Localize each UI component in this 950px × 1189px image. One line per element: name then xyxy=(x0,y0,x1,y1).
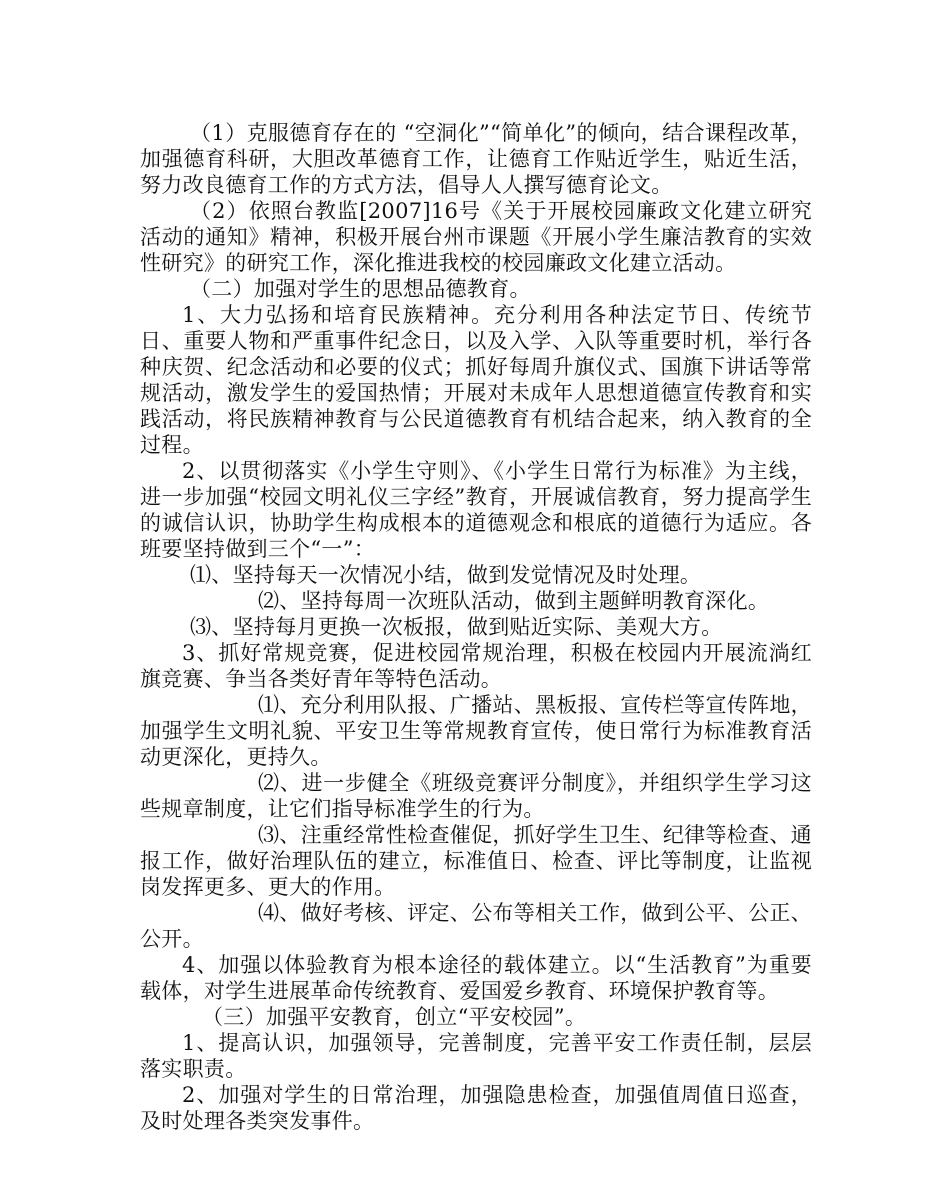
sub-item-3: ⑶、注重经常性检查催促，抓好学生卫生、纪律等检查、通报工作，做好治理队伍的建立，标准值日、检查、评比等制度，让监视岗发挥更多、更大的作用。 xyxy=(140,823,812,899)
paragraph-9: 3、抓好常规竞赛，促进校园常规治理，积极在校园内开展流淌红旗竞赛、争当各类好青年等特色活动。 xyxy=(140,641,812,691)
list-item-3: ⑶、坚持每月更换一次板报，做到贴近实际、美观大方。 xyxy=(190,615,723,639)
list-item-1: ⑴、坚持每天一次情况小结，做到发觉情况及时处理。 xyxy=(190,563,702,587)
paragraph-1: （1）克服德育存在的 “空洞化”“简单化”的倾向，结合课程改革，加强德育科研，大胆改革德育工作，让德育工作贴近学生，贴近生活，努力改良德育工作的方式方法，倡导人人撰写德育论文。 xyxy=(140,121,812,197)
section-heading-3: （三）加强平安教育，创立“平安校园”。 xyxy=(202,1005,587,1029)
sub-item-2: ⑵、进一步健全《班级竞赛评分制度》，并组织学生学习这些规章制度，让它们指导标准学生的行为。 xyxy=(140,771,812,821)
paragraph-5: 2、以贯彻落实《小学生守则》、《小学生日常行为标准》为主线，进一步加强“校园文明礼仪三字经”教育，开展诚信教育，努力提高学生的诚信认识，协助学生构成根本的道德观念和根底的道德行为适应。各班要坚持做到三个“一”： xyxy=(140,459,812,561)
document-body xyxy=(140,120,812,1134)
section-heading-2: （二）加强对学生的思想品德教育。 xyxy=(190,277,531,301)
sub-item-4: ⑷、做好考核、评定、公布等相关工作，做到公平、公正、公开。 xyxy=(140,901,812,951)
sub-item-1: ⑴、充分利用队报、广播站、黑板报、宣传栏等宣传阵地，加强学生文明礼貌、平安卫生等常规教育宣传，使日常行为标准教育活动更深化，更持久。 xyxy=(140,693,812,769)
paragraph-4: 1、大力弘扬和培育民族精神。充分利用各种法定节日、传统节日、重要人物和严重事件纪念日，以及入学、入队等重要时机，举行各种庆贺、纪念活动和必要的仪式；抓好每周升旗仪式、国旗下讲话等常规活动，激发学生的爱国热情；开展对未成年人思想道德宣传教育和实践活动，将民族精神教育与公民道德教育有机结合起来，纳入教育的全过程。 xyxy=(140,303,812,457)
list-item-2: ⑵、坚持每周一次班队活动，做到主题鲜明教育深化。 xyxy=(258,589,770,613)
paragraph-17: 2、加强对学生的日常治理，加强隐患检查，加强值周值日巡查，及时处理各类突发事件。 xyxy=(140,1083,812,1133)
paragraph-2: （2）依照台教监[2007]16号《关于开展校园廉政文化建立研究活动的通知》精神，积极开展台州市课题《开展小学生廉洁教育的实效性研究》的研究工作，深化推进我校的校园廉政文化建立活动。 xyxy=(140,199,812,275)
paragraph-16: 1、提高认识，加强领导，完善制度，完善平安工作责任制，层层落实职责。 xyxy=(140,1031,812,1081)
paragraph-14: 4、加强以体验教育为根本途径的载体建立。以“生活教育”为重要载体，对学生进展革命传统教育、爱国爱乡教育、环境保护教育等。 xyxy=(140,953,812,1003)
